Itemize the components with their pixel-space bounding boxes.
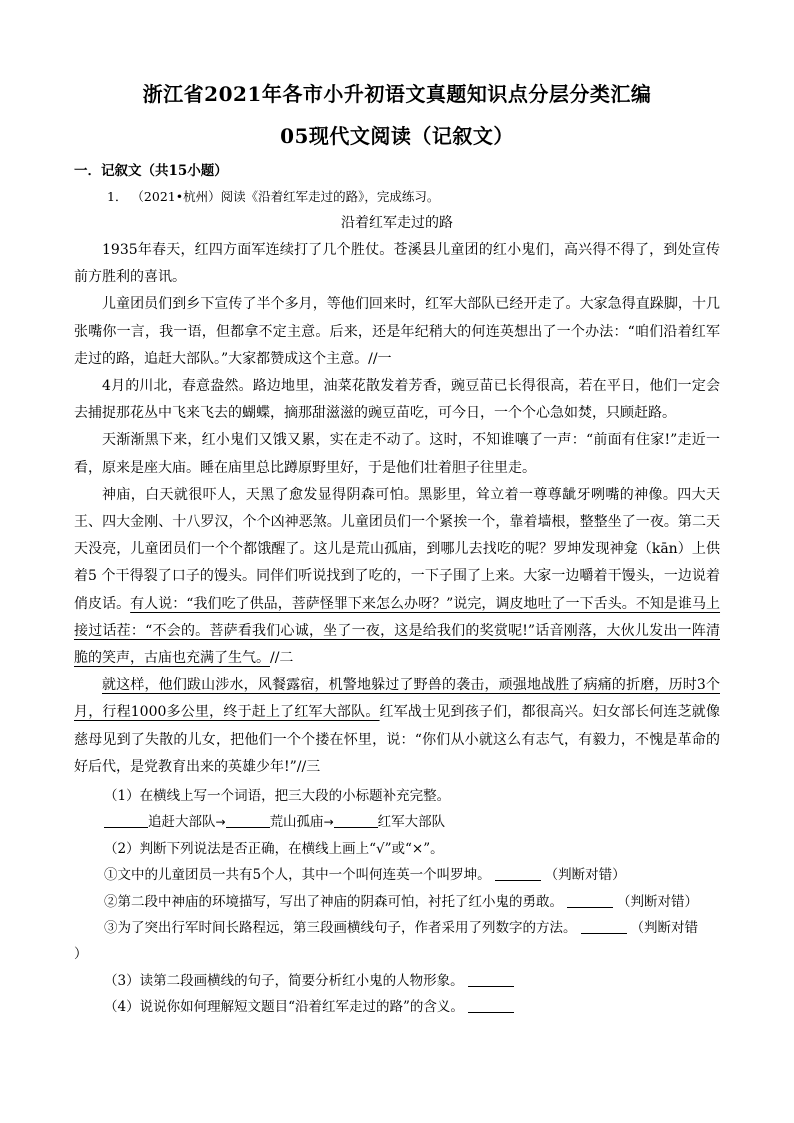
passage-paragraph-3: 4月的川北，春意盎然。路边地里，油菜花散发着芳香，豌豆苗已长得很高，若在平日，他们一定会去捕捉那花丛中飞来飞去的蝴蝶，摘那甜滋滋的豌豆苗吃，可今日，一个个心急如焚，只顾赶路。	[74, 378, 720, 422]
question-2-c	[74, 915, 720, 941]
judge-note-a: （判断对错）	[544, 867, 626, 884]
question-2: （2）判断下列说法是否正确，在横线上画上“√”或“×”。	[104, 840, 444, 857]
passage-paragraph-1: 1935年春天，红四方面军连续打了几个胜仗。苍溪县儿童团的红小鬼们，高兴得不得了，到处宣传前方胜利的喜讯。	[74, 242, 720, 286]
paragraph-5-marker: //二	[270, 650, 294, 667]
judge-note-b: （判断对错）	[617, 893, 698, 910]
question-intro: 1． （2021•杭州）阅读《沿着红军走过的路》，完成练习。	[107, 189, 440, 204]
answer-blank-2c[interactable]	[581, 919, 627, 934]
answer-blank-4q[interactable]	[468, 998, 514, 1013]
underlined-sentence-2: 有人说：“我们吃了供品，菩萨怪罪下来怎么办呀？”说完，调皮地吐了一下舌头。不知是谁马上接过话茬：“不会的。菩萨看我们心诚，坐了一夜，这是给我们的奖赏呢!”话音刚落，大伙儿发出一阵清脆的笑声，古庙也充满了生气。	[74, 595, 721, 667]
question-2-c-tail: ）	[74, 946, 88, 963]
passage-paragraph-5	[74, 482, 720, 672]
document-subtitle: 05现代文阅读（记叙文）	[280, 124, 514, 148]
answer-blank-2b[interactable]	[567, 893, 613, 908]
question-2-a	[74, 862, 720, 888]
statement-b: ②第二段中神庙的环境描写，写出了神庙的阴森可怕，衬托了红小鬼的勇敢。	[104, 893, 563, 910]
paragraph-6-text: 红军战士见到孩子们，都很高兴。妇女部长何连芝就像慈母见到了失散的儿女，把他们一个个搂在怀里，说：“你们从小就这么有志气，有毅力，不愧是革命的好后代，是党教育出来的英雄少年!”//三	[74, 704, 721, 775]
statement-a: ①文中的儿童团员一共有5个人，其中一个叫何连英一个叫罗坤。	[104, 867, 491, 884]
question-3	[74, 968, 720, 994]
question-1: （1）在横线上写一个词语，把三大段的小标题补充完整。	[104, 788, 451, 804]
passage-paragraph-6	[74, 672, 720, 781]
subtitle-1: 追赶大部队	[148, 814, 216, 831]
answer-blank-2a[interactable]	[495, 866, 541, 881]
question-1-blanks	[74, 809, 720, 835]
document-title: 浙江省2021年各市小升初语文真题知识点分层分类汇编	[142, 82, 652, 106]
subtitle-2: 荒山孤庙	[269, 814, 324, 831]
answer-blank-1[interactable]	[104, 813, 148, 828]
arrow-right-icon: →	[323, 815, 334, 830]
question-3-text: （3）读第二段画横线的句子，简要分析红小鬼的人物形象。	[104, 972, 464, 989]
section-heading: 一．记叙文（共15小题）	[74, 163, 228, 179]
subtitle-3: 红军大部队	[377, 814, 446, 831]
passage-paragraph-2: 儿童团员们到乡下宣传了半个多月，等他们回来时，红军大部队已经开走了。大家急得直跺脚，十几张嘴你一言，我一语，但都拿不定主意。后来，还是年纪稍大的何连英想出了一个办法：“咱们沿着红军走过的路，追赶大部队。”大家都赞成这个主意。//一	[74, 296, 720, 367]
question-4	[74, 994, 720, 1020]
answer-blank-3q[interactable]	[468, 972, 514, 987]
judge-note-c: （判断对错	[630, 920, 698, 937]
question-2-b	[74, 889, 720, 915]
paragraph-5-text: 神庙，白天就很吓人，天黑了愈发显得阴森可怕。黑影里，耸立着一尊尊龇牙咧嘴的神像。四大天王、四大金刚、十八罗汉，个个凶神恶煞。儿童团员们一个紧挨一个，靠着墙根，整整坐了一夜。第二天天没亮，儿童团员们一个个都饿醒了。这儿是荒山孤庙，到哪儿去找吃的呢？罗坤发现神龛（kān）上供着5 个干得裂了口子的馒头。同伴们听说找到了吃的，一下子围了上来。大家一边嚼着干馒头，一边说着俏皮话。	[74, 486, 720, 612]
question-4-text: （4）说说你如何理解短文题目“沿着红军走过的路”的含义。	[104, 999, 464, 1016]
questions	[74, 783, 720, 1021]
answer-blank-2[interactable]	[226, 813, 270, 828]
underlined-sentence-3: 就这样，他们跋山涉水，风餐露宿，机警地躲过了野兽的袭击，顽强地战胜了病痛的折磨，历时3个月，行程1000多公里，终于赶上了红军大部队。	[74, 677, 720, 721]
passage-body	[74, 237, 720, 781]
passage-title: 沿着红军走过的路	[341, 215, 453, 231]
passage-paragraph-4: 天渐渐黑下来，红小鬼们又饿又累，实在走不动了。这时，不知谁嚷了一声：“前面有住家!”走近一看，原来是座大庙。睡在庙里总比蹲原野里好，于是他们壮着胆子往里走。	[74, 432, 720, 476]
statement-c: ③为了突出行军时间长路程远，第三段画横线句子，作者采用了列数字的方法。	[104, 920, 577, 937]
arrow-right-icon: →	[215, 815, 226, 830]
answer-blank-3[interactable]	[334, 813, 378, 828]
